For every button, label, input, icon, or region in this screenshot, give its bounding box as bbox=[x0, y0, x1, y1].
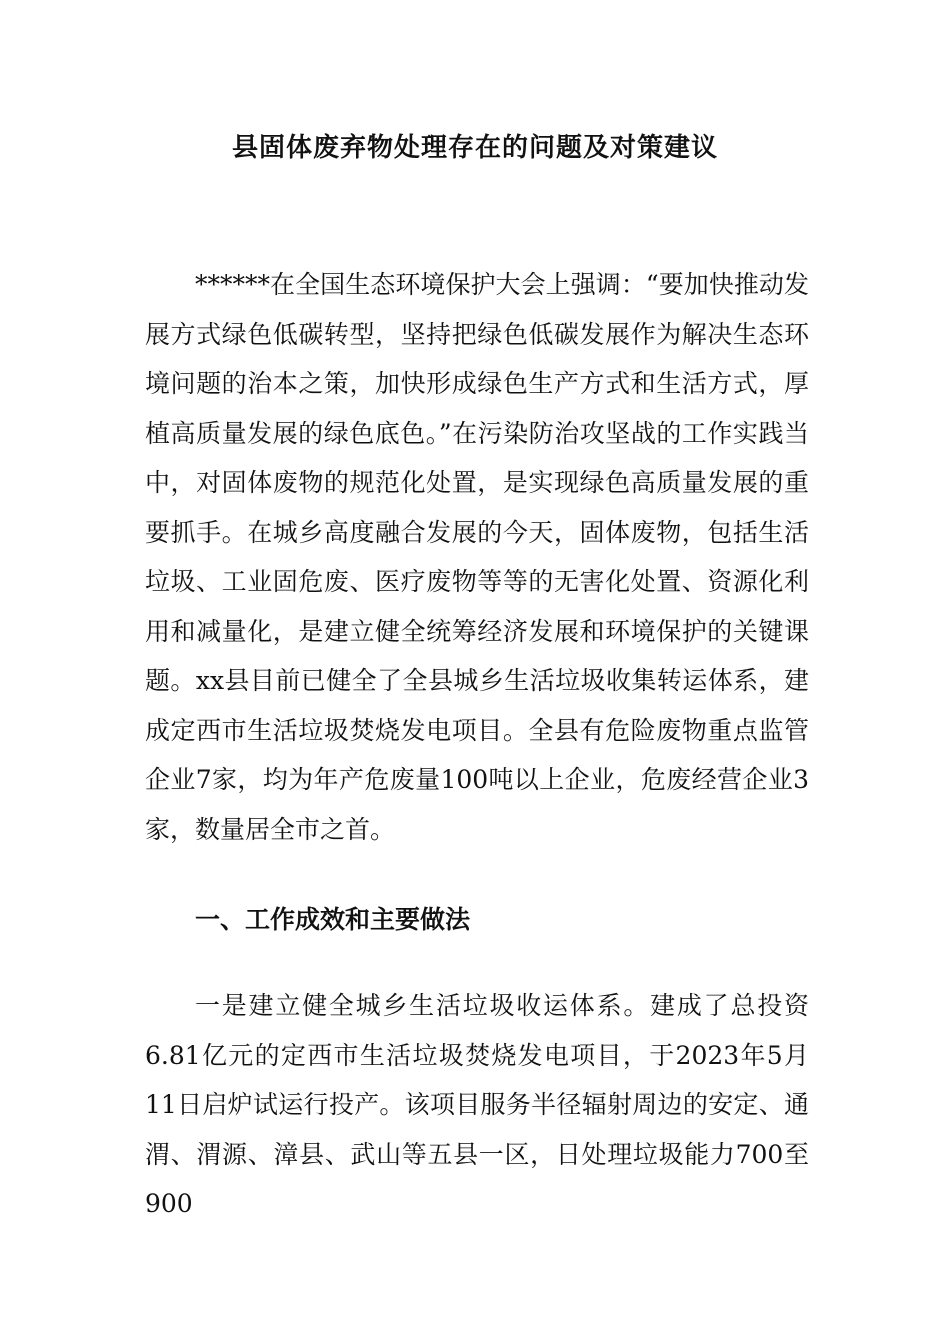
intro-paragraph: ******在全国生态环境保护大会上强调：“要加快推动发展方式绿色低碳转型，坚持把绿色低碳发展作为解决生态环境问题的治本之策，加快形成绿色生产方式和生活方式，厚植高质量发展的绿色底色。”在污染防治攻坚战的工作实践当中，对固体废物的规范化处置，是实现绿色高质量发展的重要抓手。在城乡高度融合发展的今天，固体废物，包括生活垃圾、工业固危废、医疗废物等等的无害化处置、资源化利用和减量化，是建立健全统筹经济发展和环境保护的关键课题。xx县目前已健全了全县城乡生活垃圾收集转运体系，建成定西市生活垃圾焚烧发电项目。全县有危险废物重点监管企业7家，均为年产危废量100吨以上企业，危废经营企业3家，数量居全市之首。 bbox=[145, 270, 809, 844]
document-title: 县固体废弃物处理存在的问题及对策建议 bbox=[231, 133, 718, 163]
section-paragraph: 一是建立健全城乡生活垃圾收运体系。建成了总投资6.81亿元的定西市生活垃圾焚烧发电项目，于2023年5月11日启炉试运行投产。该项目服务半径辐射周边的安定、通渭、渭源、漳县、武山等五县一区，日处理垃圾能力700至900 bbox=[145, 991, 809, 1218]
section-heading: 一、工作成效和主要做法 bbox=[195, 905, 471, 934]
